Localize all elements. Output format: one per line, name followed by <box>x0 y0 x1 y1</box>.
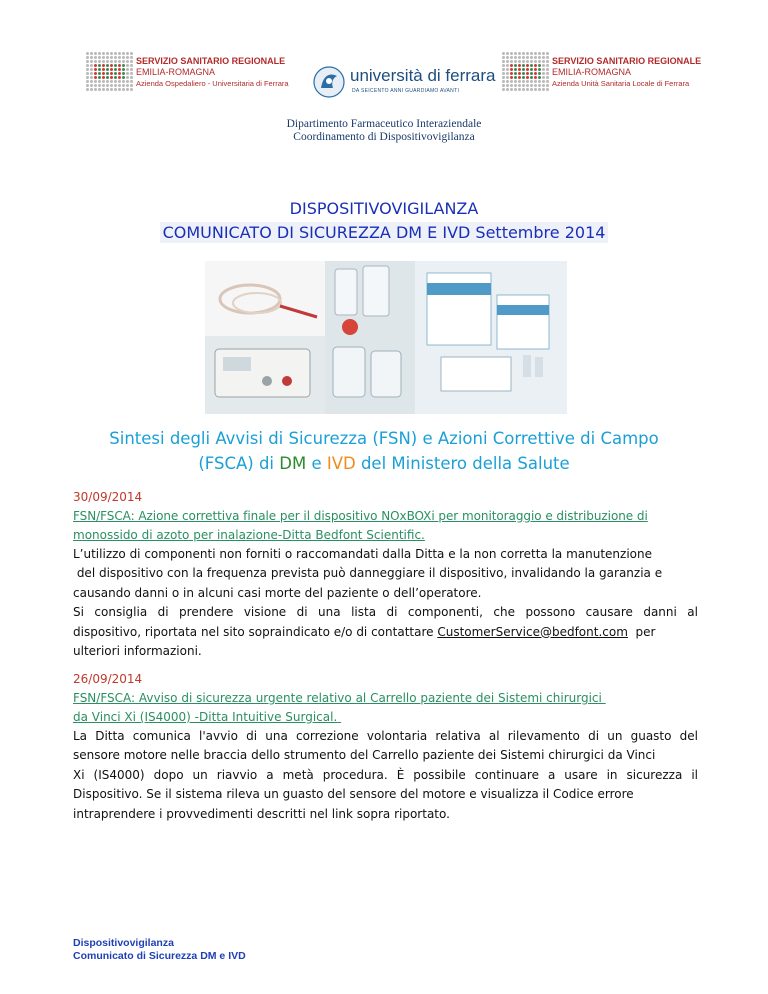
subtitle-line2-b: del Ministero della Salute <box>355 454 570 473</box>
notice-link[interactable] <box>73 689 698 727</box>
notice-date: 26/09/2014 <box>73 672 143 686</box>
notice-link-line1[interactable]: FSN/FSCA: Avviso di sicurezza urgente relativo al Carrello paziente dei Sistemi chirurgici <box>73 691 606 705</box>
notice-body-line: sensore motore nelle braccia dello strumento del Carrello paziente dei Sistemi chirurgici da Vinci <box>73 748 656 763</box>
notice-body-line: Dispositivo. Se il sistema rileva un guasto del sensore del motore e visualizza il Codice errore <box>73 787 634 802</box>
logo-right-line2: EMILIA-ROMAGNA <box>552 67 632 77</box>
notice-link-line2[interactable]: monossido di azoto per inalazione-Ditta Bedfont Scientific. <box>73 528 425 542</box>
notice-2 <box>73 670 698 824</box>
dm-label: DM <box>279 454 307 473</box>
subtitle <box>40 426 728 476</box>
notice-body <box>73 545 698 661</box>
notice-body-line: del dispositivo con la frequenza prevista può danneggiare il dispositivo, invalidando la garanzia e <box>73 566 663 581</box>
title-line2: COMUNICATO DI SICUREZZA DM E IVD Settembre 2014 <box>160 222 609 243</box>
notice-body-line: L’utilizzo di componenti non forniti o raccomandati dalla Ditta e la non corretta la manutenzione <box>73 547 652 561</box>
subtitle-mid: e <box>306 454 327 473</box>
unife-seal-icon <box>312 64 346 100</box>
email-link[interactable]: CustomerService@bedfont.com <box>437 624 628 639</box>
logo-left-line3: Azienda Ospedaliero - Universitaria di Ferrara <box>136 79 289 88</box>
logo-left <box>86 52 306 96</box>
notice-body-line: La Ditta comunica l'avvio di una correzione volontaria relativa al rilevamento di un guasto del <box>73 729 698 743</box>
unife-name: università di ferrara <box>350 66 496 85</box>
footer-line2: Comunicato di Sicurezza DM e IVD <box>73 950 246 962</box>
footer <box>73 937 246 963</box>
notice-body-line: Si consiglia di prendere visione di una lista di componenti, che possono causare danni al <box>73 605 698 620</box>
page-title <box>0 198 768 244</box>
subtitle-line1: Sintesi degli Avvisi di Sicurezza (FSN) e Azioni Correttive di Campo <box>109 429 659 448</box>
notice-body-line: ulteriori informazioni. <box>73 644 202 659</box>
notice-link[interactable] <box>73 507 698 545</box>
notice-body-line: causando danni o in alcuni casi morte del paziente o dell’operatore. <box>73 585 482 600</box>
unife-tagline: DA SEICENTO ANNI GUARDIAMO AVANTI <box>352 88 460 94</box>
ssr-dots-icon <box>502 52 549 91</box>
notice-body-line: intraprendere i provvedimenti descritti nel link sopra riportato. <box>73 806 450 821</box>
notice-link-line1[interactable]: FSN/FSCA: Azione correttiva finale per il dispositivo NOxBOXi per monitoraggio e distribuzione di <box>73 509 648 523</box>
notice-body-text: per <box>627 624 656 639</box>
subtitle-line2 <box>40 451 728 476</box>
medical-devices-icon <box>205 261 567 414</box>
title-line1: DISPOSITIVOVIGILANZA <box>289 199 479 218</box>
logo-left-line1: SERVIZIO SANITARIO REGIONALE <box>136 56 286 66</box>
notice-body-text: dispositivo, riportata nel sito sopraindicato e/o di contattare <box>73 624 438 639</box>
ssr-dots-icon <box>86 52 133 91</box>
notice-body-line <box>73 623 698 642</box>
logo-right-line1: SERVIZIO SANITARIO REGIONALE <box>552 56 702 66</box>
notice-body <box>73 727 698 824</box>
logo-right-line3: Azienda Unità Sanitaria Locale di Ferrara <box>552 79 690 88</box>
logo-right <box>502 52 732 96</box>
coordination-name: Coordinamento di Dispositivovigilanza <box>293 131 475 143</box>
notice-date: 30/09/2014 <box>73 490 143 504</box>
department-block <box>0 118 768 144</box>
footer-line1: Dispositivovigilanza <box>73 937 174 949</box>
logo-center <box>312 62 496 102</box>
product-image <box>205 261 567 414</box>
ivd-label: IVD <box>326 454 356 473</box>
logo-left-line2: EMILIA-ROMAGNA <box>136 67 216 77</box>
department-name: Dipartimento Farmaceutico Interaziendale <box>286 118 482 130</box>
notice-link-line2[interactable]: da Vinci Xi (IS4000) -Ditta Intuitive Surgical. <box>73 710 342 724</box>
notice-body-line: Xi (IS4000) dopo un riavvio a metà procedura. È possibile continuare a usare in sicurezza il <box>73 767 698 782</box>
subtitle-line2-a: (FSCA) di <box>198 454 280 473</box>
notice-1 <box>73 488 698 661</box>
